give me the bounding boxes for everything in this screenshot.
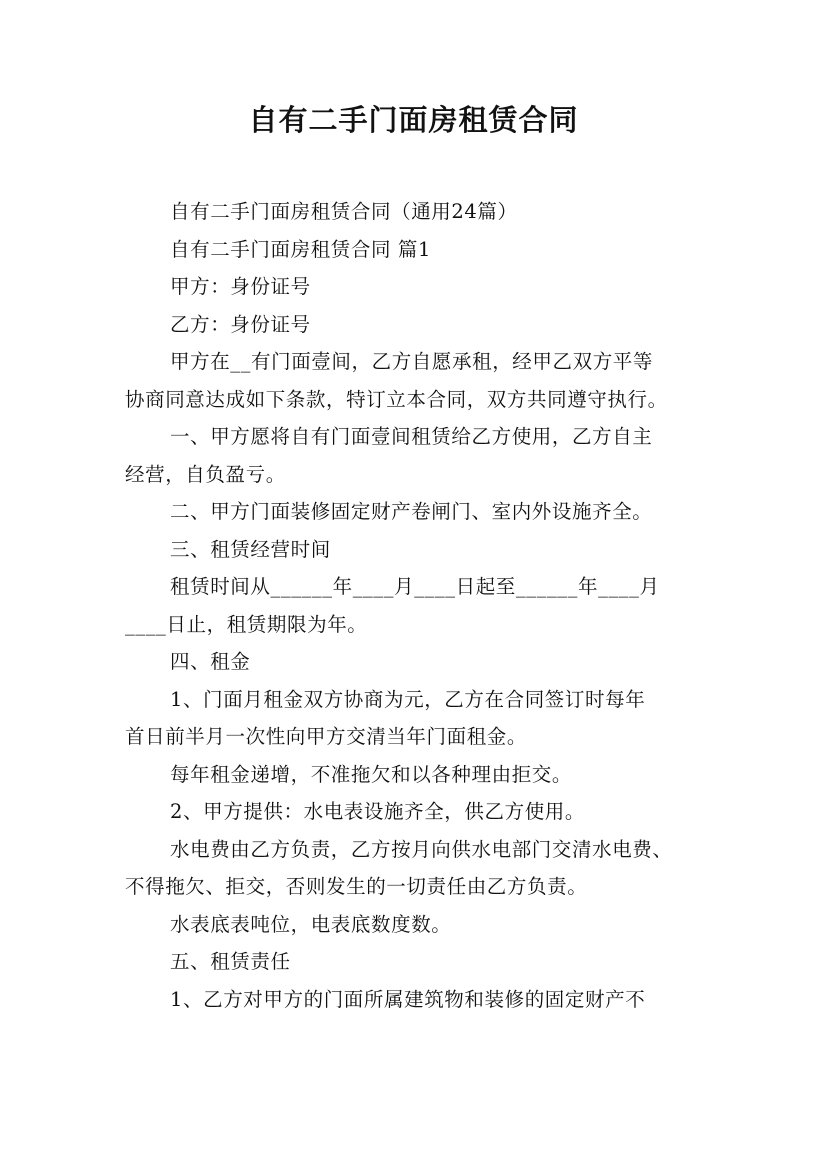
text-line: 二、甲方门面装修固定财产卷闸门、室内外设施齐全。 [170,500,653,523]
text-line: 经营，自负盈亏。 [125,462,286,486]
text-line: 自有二手门面房租赁合同（通用24篇） [170,200,518,223]
text-line: 2、甲方提供：水电表设施齐全，供乙方使用。 [170,800,586,823]
text-line: 三、租赁经营时间 [170,537,331,561]
text-line: 1、门面月租金双方协商为元，乙方在合同签订时每年 [170,687,646,711]
document-body [125,193,717,1018]
text-line: 租赁时间从______年____月____日起至______年____月 [170,575,660,598]
text-line: 水电费由乙方负责，乙方按月向供水电部门交清水电费、 [170,837,673,861]
text-line: 甲方：身份证号 [170,275,311,298]
document-title: 自有二手门面房租赁合同 [248,103,579,137]
text-line: 1、乙方对甲方的门面所属建筑物和装修的固定财产不 [170,987,646,1011]
text-line: 甲方在__有门面壹间，乙方自愿承租，经甲乙双方平等 [170,350,654,373]
text-line: 不得拖欠、拒交，否则发生的一切责任由乙方负责。 [125,875,588,898]
text-line: 每年租金递增，不准拖欠和以各种理由拒交。 [170,762,573,786]
text-line: 水表底表吨位，电表底数度数。 [170,912,452,936]
text-line: 四、租金 [170,650,251,673]
text-line: ____日止，租赁期限为年。 [125,612,368,636]
text-line: 协商同意达成如下条款，特订立本合同，双方共同遵守执行。 [125,387,668,411]
text-line: 自有二手门面房租赁合同 篇1 [170,237,432,261]
text-line: 首日前半月一次性向甲方交清当年门面租金。 [125,725,528,748]
text-line: 一、甲方愿将自有门面壹间租赁给乙方使用，乙方自主 [170,425,653,448]
text-line: 五、租赁责任 [170,950,291,973]
text-line: 乙方：身份证号 [170,312,311,336]
